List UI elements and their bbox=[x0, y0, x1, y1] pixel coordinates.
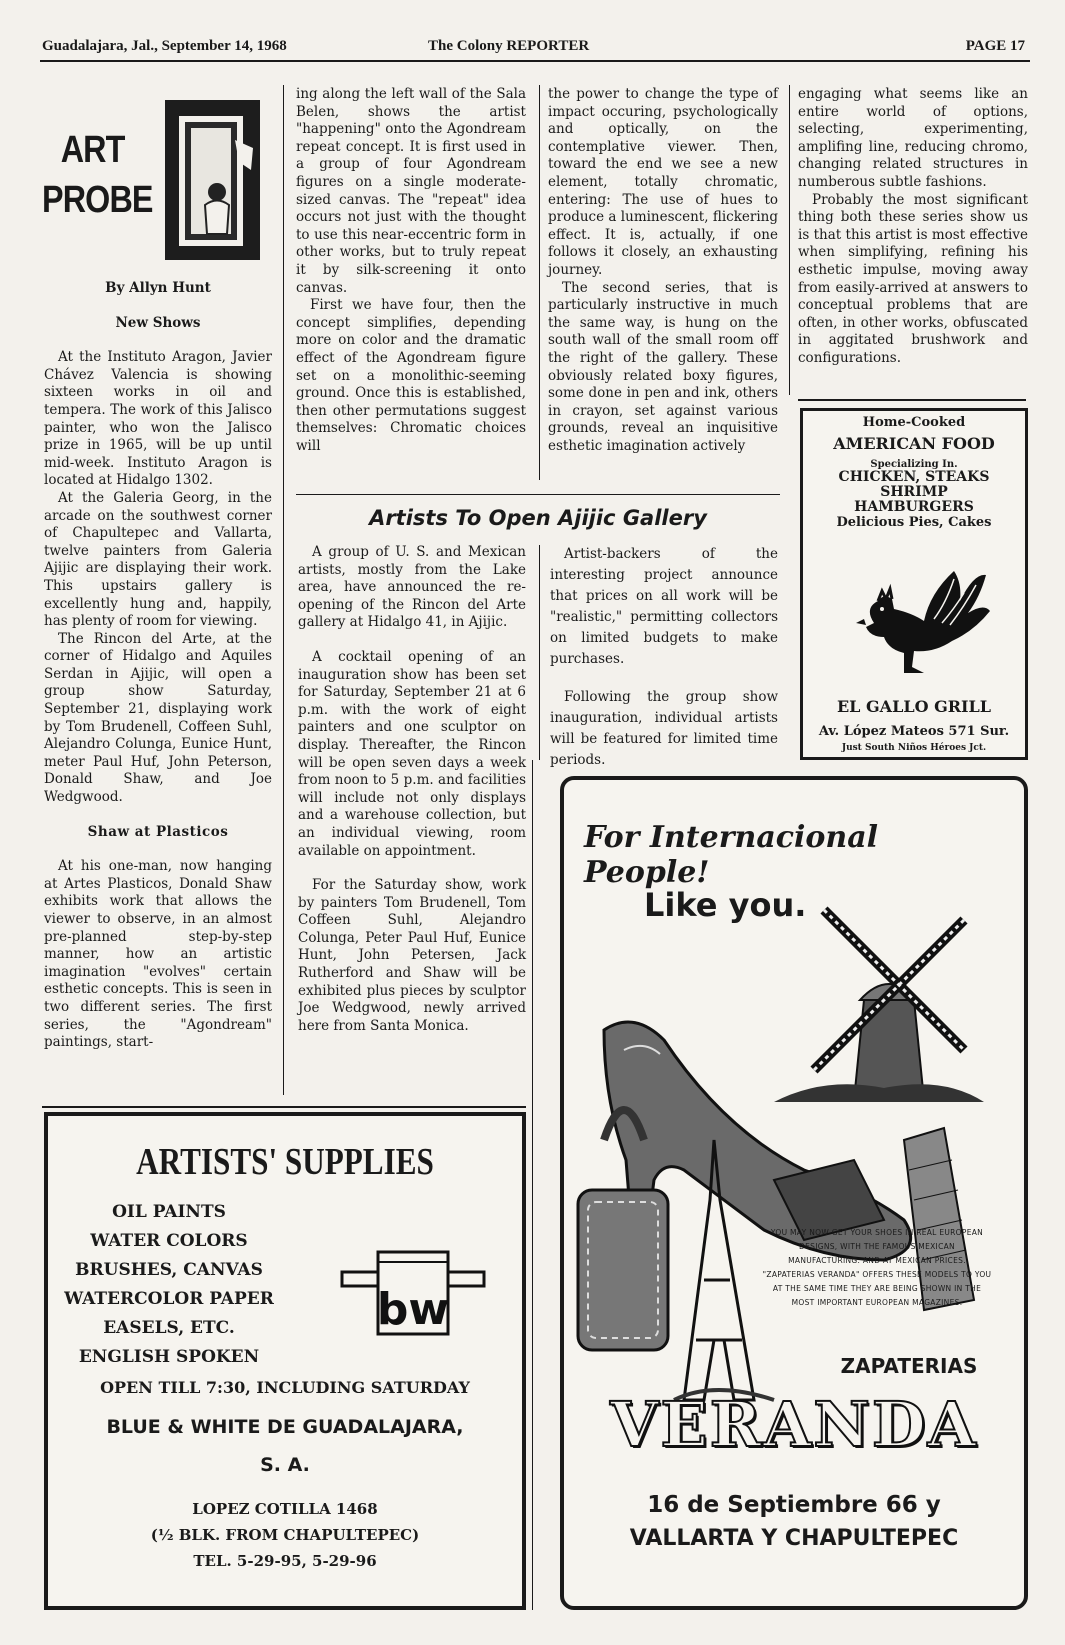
art-probe-column-3 bbox=[548, 86, 778, 455]
byline: By Allyn Hunt bbox=[105, 280, 211, 296]
paragraph: The Rincon del Arte, at the corner of Hidalgo and Aquiles Serdan in Ajijic, will open a group show Saturday, September 21, displaying work by Tom Brudenell, Coffeen Suhl, Alejandro Colunga, Eunice Hunt, meter Paul Huf, John Peterson, Donald Shaw, and Joe Wedgwood. bbox=[44, 630, 272, 806]
column-divider bbox=[539, 545, 540, 760]
column-divider bbox=[532, 760, 533, 1610]
artists-supplies-ad bbox=[44, 1112, 526, 1610]
supplies-phone: TEL. 5-29-95, 5-29-96 bbox=[193, 1552, 377, 1570]
veranda-zapaterias: ZAPATERIAS bbox=[840, 1354, 978, 1378]
veranda-address-1: 16 de Septiembre 66 y bbox=[647, 1492, 941, 1518]
rooster-illustration bbox=[834, 553, 994, 683]
art-probe-title bbox=[42, 125, 153, 225]
paragraph: The second series, that is particularly instructive in much the same way, is hung on the south wall of the small room off the right of the gallery. These obviously related boxy figures, some done in pen and ink, others in crayon, set against various grounds, reveal an inquisitive esthetic imagination actively bbox=[548, 279, 778, 454]
art-probe-column-2 bbox=[296, 86, 526, 455]
ad-line: Delicious Pies, Cakes bbox=[836, 515, 992, 530]
paragraph: Artist-backers of the interesting project announce that prices on all work will be "realistic," permitting collectors on limited budgets to make purchases. bbox=[550, 546, 778, 667]
ad-line: CHICKEN, STEAKS bbox=[838, 469, 990, 485]
supplies-item: ENGLISH SPOKEN bbox=[78, 1347, 260, 1367]
paragraph: Probably the most significant thing both these series show us is that this artist is most effective when simplifying, refining his esthetic impulse, moving away from easily-arrived at answers to conceptual problems that are often, in other works, obfuscated in aggitated brushwork and configurations. bbox=[798, 191, 1028, 366]
ad-line: HAMBURGERS bbox=[854, 499, 974, 515]
divider-rule bbox=[798, 399, 1026, 401]
subhead-new-shows: New Shows bbox=[115, 314, 201, 331]
supplies-company-suffix: S. A. bbox=[260, 1454, 310, 1476]
supplies-item: WATERCOLOR PAPER bbox=[64, 1289, 274, 1309]
veranda-script-title: For Internacional People! bbox=[584, 820, 879, 890]
column-divider bbox=[283, 85, 284, 1095]
header-rule bbox=[40, 60, 1030, 62]
page-number: PAGE 17 bbox=[965, 38, 1025, 54]
paragraph: ing along the left wall of the Sala Belen, shows the artist "happening" onto the Agondream repeat concept. It is first used in a group of four Agondream figures on a single moderate-sized canvas. The "repeat" idea occurs not just with the thought to use this near-eccentric form in other works, but to truly repeat it by silk-screening it onto canvas. bbox=[296, 86, 526, 296]
supplies-item: EASELS, ETC. bbox=[103, 1318, 235, 1338]
art-probe-illustration bbox=[165, 100, 260, 260]
restaurant-address: Av. López Mateos 571 Sur. bbox=[818, 724, 1010, 739]
dateline: Guadalajara, Jal., September 14, 1968 bbox=[42, 38, 287, 54]
ad-line: SHRIMP bbox=[880, 484, 948, 500]
bw-logo-icon bbox=[338, 1242, 488, 1342]
supplies-item: WATER COLORS bbox=[90, 1231, 248, 1251]
column-divider bbox=[789, 85, 790, 395]
newspaper-name: The Colony REPORTER bbox=[428, 38, 590, 54]
veranda-address-2: VALLARTA Y CHAPULTEPEC bbox=[629, 1526, 959, 1551]
column-divider bbox=[539, 85, 540, 480]
art-probe-title-line1: ART bbox=[60, 129, 125, 171]
paragraph: At the Galeria Georg, in the arcade on the southwest corner of Chapultepec and Vallarta, twelve painters from Galeria Ajijic are displaying their work. This upstairs gallery is excellently hung and, happily, has plenty of room for viewing. bbox=[44, 489, 272, 630]
art-probe-title-line2: PROBE bbox=[42, 179, 153, 221]
paragraph: A group of U. S. and Mexican artists, mostly from the Lake area, have announced the re-opening of the Rincon del Arte gallery at Hidalgo 41, in Ajijic. bbox=[298, 544, 526, 631]
art-probe-column-4 bbox=[798, 86, 1028, 368]
subhead-shaw: Shaw at Plasticos bbox=[87, 823, 229, 840]
ad-line: Home-Cooked bbox=[862, 415, 966, 430]
zapaterias-veranda-ad bbox=[560, 776, 1028, 1610]
paragraph: First we have four, then the concept simplifies, depending more on color and the dramatic effect of the Agondream figure set on a monolithic-seeming ground. Once this is established, then other permutations suggest themselves: Chromatic choices will bbox=[296, 297, 526, 454]
logo-text: bw bbox=[376, 1284, 450, 1335]
ajijic-column-1 bbox=[298, 544, 526, 1035]
paragraph: At his one-man, now hanging at Artes Plasticos, Donald Shaw exhibits work that allows the viewer to observe, in an almost pre-planned step-by-step manner, how an artistic imagination "evolves" certain esthetic concepts. This is seen in two different series. The first series, the "Agondream" paintings, start- bbox=[44, 858, 272, 1051]
supplies-address: LOPEZ COTILLA 1468 bbox=[192, 1500, 378, 1518]
veranda-like-you: Like you. bbox=[644, 886, 807, 924]
supplies-item: BRUSHES, CANVAS bbox=[75, 1260, 263, 1280]
divider-rule bbox=[296, 494, 780, 495]
supplies-company: BLUE & WHITE DE GUADALAJARA, bbox=[106, 1416, 464, 1438]
windmill-icon bbox=[774, 910, 984, 1102]
supplies-hours: OPEN TILL 7:30, INCLUDING SATURDAY bbox=[100, 1378, 470, 1397]
ajijic-headline: Artists To Open Ajijic Gallery bbox=[369, 506, 707, 530]
supplies-address-note: (½ BLK. FROM CHAPULTEPEC) bbox=[150, 1526, 420, 1544]
restaurant-note: Just South Niños Héroes Jct. bbox=[841, 743, 987, 753]
ad-line: Specializing In. bbox=[870, 459, 958, 470]
el-gallo-grill-ad bbox=[800, 408, 1028, 760]
paragraph: For the Saturday show, work by painters Tom Brudenell, Tom Coffeen Suhl, Alejandro Colunga, Peter Paul Huf, Eunice Hunt, John Petersen, Jack Rutherford and Shaw will be exhibited plus pieces by sculptor Joe Wedgwood, newly arrived here from Santa Monica. bbox=[298, 877, 526, 1034]
veranda-body-text: YOU MAY NOW GET YOUR SHOES IN REAL EUROPEAN DESIGNS, WITH THE FAMOUS MEXICAN MANUFACTURING. AND AT MEXICAN PRICES. "ZAPATERIAS VERANDA" OFFERS THESE MODELS TO YOU AT THE SAME TIME THEY ARE BEING SHOWN IN THE MOST IMPORTANT EUROPEAN MAGAZINES. bbox=[762, 1228, 992, 1307]
ad-line: AMERICAN FOOD bbox=[833, 434, 995, 453]
supplies-list bbox=[54, 1198, 284, 1372]
paragraph: Following the group show inauguration, individual artists will be featured for limited time periods. bbox=[550, 689, 778, 768]
supplies-title: ARTISTS' SUPPLIES bbox=[136, 1141, 434, 1183]
restaurant-name: EL GALLO GRILL bbox=[836, 697, 992, 716]
paragraph: the power to change the type of impact occuring, psychologically and optically, on the contemplative viewer. Then, toward the end we see a new element, totally chromatic, entering: The use of hues to produce a luminescent, flickering effect. It is, actually, if one follows it closely, an exhausting journey. bbox=[548, 86, 778, 278]
art-probe-column-1 bbox=[44, 280, 272, 1052]
paragraph: A cocktail opening of an inauguration show has been set for Saturday, September 21 at 6 p.m. with the work of eight painters and one sculptor on display. Thereafter, the Rincon will be open seven days a week from noon to 5 p.m. and facilities will include not only displays and a warehouse collection, but an individual viewing, room available on appointment. bbox=[298, 648, 526, 859]
divider-rule bbox=[42, 1106, 526, 1108]
supplies-item: OIL PAINTS bbox=[112, 1202, 226, 1222]
paragraph: At the Instituto Aragon, Javier Chávez Valencia is showing sixteen works in oil and tempera. The work of this Jalisco painter, who won the Jalisco prize in 1965, will be up until mid-week. Instituto Aragon is located at Hidalgo 1302. bbox=[44, 349, 272, 489]
ajijic-column-2 bbox=[550, 544, 778, 771]
paragraph: engaging what seems like an entire world of options, selecting, experimenting, amplifing line, reducing chromo, changing related structures in numberous subtle fashions. bbox=[798, 86, 1028, 190]
veranda-brand: VERANDA bbox=[610, 1388, 978, 1461]
